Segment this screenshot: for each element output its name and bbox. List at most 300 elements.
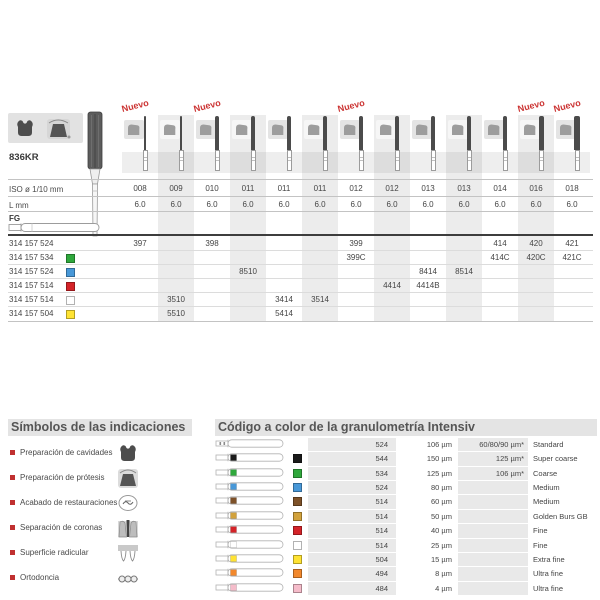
decorative-element bbox=[452, 125, 463, 136]
grit-alt-size-cell: 125 µm* bbox=[458, 452, 528, 465]
order-number-cell: 5510 bbox=[167, 309, 185, 318]
product-code: 314 157 524 bbox=[9, 267, 54, 276]
prep-shape-icon bbox=[376, 120, 396, 139]
grit-bur-icon bbox=[215, 438, 291, 451]
decorative-element bbox=[216, 484, 228, 489]
grit-code-cell: 524 bbox=[308, 481, 396, 494]
decorative-icon bbox=[556, 120, 576, 139]
order-number-cell: 420 bbox=[529, 239, 543, 248]
grit-table-row bbox=[215, 467, 597, 480]
fg-bur-icon bbox=[8, 221, 104, 234]
grit-chip-cell bbox=[291, 438, 308, 451]
product-code: 314 157 514 bbox=[9, 295, 54, 304]
iso-row-label: ISO ø 1/10 mm bbox=[9, 185, 64, 194]
symbol-list-item bbox=[8, 443, 208, 463]
grit-alt-size-cell bbox=[458, 481, 528, 494]
grit-bur-icon bbox=[215, 510, 291, 523]
iso-value: 012 bbox=[349, 184, 363, 193]
grit-table-row bbox=[215, 452, 597, 465]
grit-name-cell: Ultra fine bbox=[533, 583, 564, 593]
symbol-list-item bbox=[8, 493, 208, 513]
order-number-cell: 8510 bbox=[239, 267, 257, 276]
decorative-element bbox=[216, 556, 228, 561]
bur-head-icon bbox=[180, 116, 183, 150]
iso-value: 011 bbox=[313, 184, 327, 193]
prep-shape-icon bbox=[484, 120, 504, 139]
decorative-element bbox=[216, 542, 228, 547]
grit-table-row bbox=[215, 481, 597, 494]
prep-shape-icon bbox=[556, 120, 576, 139]
decorative-icon bbox=[117, 567, 139, 589]
iso-value: 018 bbox=[565, 184, 579, 193]
decorative-icon bbox=[268, 120, 288, 139]
grit-code-cell: 534 bbox=[308, 467, 396, 480]
bur-shank-icon bbox=[431, 150, 436, 171]
grit-name-cell: Standard bbox=[533, 440, 564, 449]
grit-color-chip bbox=[66, 282, 75, 291]
bur-head-icon bbox=[503, 116, 507, 150]
decorative-element bbox=[130, 521, 138, 537]
iso-value: 009 bbox=[169, 184, 183, 193]
product-code: 314 157 524 bbox=[9, 239, 54, 248]
iso-value: 010 bbox=[205, 184, 219, 193]
order-number-cell: 414 bbox=[493, 239, 507, 248]
grit-alt-size-cell bbox=[458, 524, 528, 537]
order-number-cell: 398 bbox=[205, 239, 219, 248]
decorative-icon bbox=[215, 582, 285, 593]
iso-value: 011 bbox=[277, 184, 291, 193]
length-value: 6.0 bbox=[206, 200, 218, 209]
prosthesis-prep-icon bbox=[46, 117, 72, 140]
grit-alt-size-cell bbox=[458, 567, 528, 580]
prep-shape-icon bbox=[232, 120, 252, 139]
nuevo-flag: Nuevo bbox=[192, 97, 222, 114]
decorative-icon bbox=[215, 481, 285, 492]
decorative-icon bbox=[117, 517, 139, 539]
grit-code-cell: 524 bbox=[308, 438, 396, 451]
decorative-element bbox=[127, 520, 130, 537]
bur-head-icon bbox=[574, 116, 580, 150]
decorative-icon bbox=[340, 120, 360, 139]
grit-size-cell: 50 µm bbox=[431, 511, 452, 521]
decorative-icon bbox=[448, 120, 468, 139]
decorative-icon bbox=[484, 120, 504, 139]
decorative-element bbox=[308, 125, 319, 136]
order-number-cell: 8514 bbox=[455, 267, 473, 276]
prep-shape-icon bbox=[196, 120, 216, 139]
column-band bbox=[158, 115, 194, 322]
order-number-cell: 8414 bbox=[419, 267, 437, 276]
grit-name-cell: Ultra fine bbox=[533, 569, 564, 579]
grit-name-cell: Medium bbox=[533, 483, 560, 493]
decorative-icon bbox=[215, 452, 285, 463]
decorative-element bbox=[216, 470, 228, 475]
decorative-icon bbox=[232, 120, 252, 139]
bur-shank-icon bbox=[539, 150, 544, 171]
length-value: 6.0 bbox=[422, 200, 434, 209]
grit-bur-icon bbox=[215, 495, 291, 508]
grit-code-cell: 494 bbox=[308, 567, 396, 580]
bur-head-icon bbox=[431, 116, 435, 150]
decorative-icon bbox=[215, 539, 285, 550]
decorative-element bbox=[416, 125, 427, 136]
decorative-element bbox=[231, 541, 237, 547]
decorative-element bbox=[125, 576, 131, 582]
grit-code-cell: 514 bbox=[308, 539, 396, 552]
grit-code-cell: 544 bbox=[308, 452, 396, 465]
decorative-icon bbox=[215, 553, 285, 564]
grit-color-chip bbox=[293, 497, 302, 506]
grit-table-row bbox=[215, 582, 597, 595]
prep-shape-icon bbox=[520, 120, 540, 139]
decorative-element bbox=[200, 125, 211, 136]
decorative-icon bbox=[412, 120, 432, 139]
grit-color-chip bbox=[66, 254, 75, 263]
decorative-element bbox=[21, 224, 99, 232]
grit-bur-icon bbox=[215, 481, 291, 494]
order-number-cell: 399 bbox=[349, 239, 363, 248]
grit-size-cell: 8 µm bbox=[435, 569, 452, 579]
decorative-icon bbox=[215, 524, 285, 535]
decorative-element bbox=[231, 469, 237, 475]
decorative-element bbox=[164, 125, 175, 136]
family-code: 836KR bbox=[9, 152, 39, 163]
decorative-element bbox=[119, 521, 127, 537]
bur-shank-icon bbox=[251, 150, 256, 171]
symbol-label: Preparación de cavidades bbox=[20, 448, 113, 457]
order-number-cell: 4414B bbox=[416, 281, 440, 290]
bur-shank-icon bbox=[395, 150, 400, 171]
grid-line bbox=[8, 179, 593, 180]
decorative-icon bbox=[117, 467, 139, 489]
decorative-element bbox=[231, 498, 237, 504]
grit-alt-size-cell bbox=[458, 539, 528, 552]
decorative-icon bbox=[215, 495, 285, 506]
length-value: 6.0 bbox=[566, 200, 578, 209]
iso-value: 013 bbox=[421, 184, 435, 193]
decorative-element bbox=[119, 576, 125, 582]
restoration-finish-icon bbox=[117, 492, 139, 519]
product-code: 314 157 534 bbox=[9, 253, 54, 262]
order-number-cell: 421 bbox=[565, 239, 579, 248]
grit-chip-cell bbox=[291, 452, 308, 465]
table-divider bbox=[8, 234, 593, 236]
bur-shank-icon bbox=[323, 150, 328, 171]
length-value: 6.0 bbox=[134, 200, 146, 209]
grit-chip-cell bbox=[291, 582, 308, 595]
iso-value: 008 bbox=[133, 184, 147, 193]
length-value: 6.0 bbox=[170, 200, 182, 209]
grit-color-chip bbox=[66, 296, 75, 305]
grit-alt-size-cell: 60/80/90 µm* bbox=[458, 438, 528, 451]
decorative-element bbox=[9, 225, 21, 231]
bur-head-icon bbox=[467, 116, 471, 150]
grit-alt-size-cell bbox=[458, 553, 528, 566]
column-band bbox=[230, 115, 266, 322]
length-value: 6.0 bbox=[242, 200, 254, 209]
bur-shank-icon bbox=[287, 150, 292, 171]
length-value: 6.0 bbox=[314, 200, 326, 209]
prep-shape-icon bbox=[160, 120, 180, 139]
grit-code-cell: 514 bbox=[308, 510, 396, 523]
decorative-element bbox=[121, 551, 135, 561]
grit-size-cell: 60 µm bbox=[431, 497, 452, 507]
grit-color-chip bbox=[293, 526, 302, 535]
bur-shank-icon bbox=[215, 150, 220, 171]
order-number-cell: 414C bbox=[490, 253, 510, 262]
grit-color-chip bbox=[293, 512, 302, 521]
length-value: 6.0 bbox=[458, 200, 470, 209]
grid-line bbox=[8, 321, 593, 322]
bur-shank-icon bbox=[179, 150, 184, 171]
decorative-element bbox=[120, 445, 136, 461]
grit-bur-icon bbox=[215, 539, 291, 552]
decorative-element bbox=[216, 585, 228, 590]
grit-color-chip bbox=[66, 268, 75, 277]
prep-shape-icon bbox=[268, 120, 288, 139]
grit-code-cell: 504 bbox=[308, 553, 396, 566]
decorative-element bbox=[560, 125, 571, 136]
decorative-element bbox=[216, 441, 228, 446]
grit-name-cell: Fine bbox=[533, 526, 548, 536]
prep-shape-icon bbox=[448, 120, 468, 139]
grit-color-chip bbox=[293, 555, 302, 564]
cavity-prep-icon bbox=[14, 117, 36, 139]
bullet-icon bbox=[10, 475, 15, 480]
symbol-list-item bbox=[8, 568, 208, 588]
column-band bbox=[446, 115, 482, 322]
grit-color-chip bbox=[293, 454, 302, 463]
iso-value: 011 bbox=[241, 184, 255, 193]
grit-size-cell: 150 µm bbox=[426, 454, 452, 464]
decorative-icon bbox=[117, 442, 139, 464]
nuevo-flag: Nuevo bbox=[516, 97, 546, 114]
bur-shank-icon bbox=[575, 150, 580, 171]
prep-shape-icon bbox=[412, 120, 432, 139]
decorative-element bbox=[231, 555, 237, 561]
bur-head-icon bbox=[251, 116, 255, 150]
grit-alt-size-cell bbox=[458, 582, 528, 595]
decorative-icon bbox=[520, 120, 540, 139]
bur-head-icon bbox=[287, 116, 291, 150]
prep-shape-icon bbox=[340, 120, 360, 139]
grit-code-cell: 484 bbox=[308, 582, 396, 595]
grit-color-chip bbox=[293, 541, 302, 550]
symbol-list-item bbox=[8, 543, 208, 563]
length-value: 6.0 bbox=[278, 200, 290, 209]
length-value: 6.0 bbox=[530, 200, 542, 209]
grit-size-cell: 15 µm bbox=[431, 554, 452, 564]
decorative-icon bbox=[196, 120, 216, 139]
grit-table-row bbox=[215, 510, 597, 523]
column-band bbox=[518, 115, 554, 322]
order-number-cell: 5414 bbox=[275, 309, 293, 318]
nuevo-flag: Nuevo bbox=[120, 97, 150, 114]
decorative-element bbox=[224, 442, 226, 445]
length-value: 6.0 bbox=[350, 200, 362, 209]
decorative-icon bbox=[376, 120, 396, 139]
grit-bur-icon bbox=[215, 467, 291, 480]
bullet-icon bbox=[10, 525, 15, 530]
nuevo-flag: Nuevo bbox=[552, 97, 582, 114]
order-number-cell: 397 bbox=[133, 239, 147, 248]
decorative-element bbox=[231, 484, 237, 490]
grit-color-chip bbox=[293, 469, 302, 478]
decorative-element bbox=[488, 125, 499, 136]
bur-shank-icon bbox=[143, 150, 148, 171]
grit-size-cell: 25 µm bbox=[431, 540, 452, 550]
decorative-icon bbox=[117, 542, 139, 564]
decorative-element bbox=[118, 545, 138, 551]
grit-size-cell: 80 µm bbox=[431, 483, 452, 493]
decorative-icon bbox=[215, 467, 285, 478]
bur-shank-icon bbox=[359, 150, 364, 171]
order-number-cell: 3414 bbox=[275, 295, 293, 304]
decorative-element bbox=[128, 125, 139, 136]
symbol-label: Separación de coronas bbox=[20, 523, 103, 532]
decorative-icon bbox=[215, 567, 285, 578]
symbols-panel-title: Símbolos de las indicaciones bbox=[8, 419, 192, 436]
bur-head-icon bbox=[323, 116, 327, 150]
symbol-label: Superficie radicular bbox=[20, 548, 89, 557]
bullet-icon bbox=[10, 550, 15, 555]
grid-line bbox=[8, 278, 593, 279]
nuevo-flag: Nuevo bbox=[336, 97, 366, 114]
grit-bur-icon bbox=[215, 553, 291, 566]
grit-color-chip bbox=[293, 483, 302, 492]
symbol-label: Preparación de prótesis bbox=[20, 473, 105, 482]
decorative-element bbox=[68, 136, 71, 139]
length-row-label: L mm bbox=[9, 201, 29, 210]
cavity-prep-icon bbox=[117, 442, 139, 469]
iso-value: 014 bbox=[493, 184, 507, 193]
bullet-icon bbox=[10, 500, 15, 505]
orthodontics-icon bbox=[117, 567, 139, 594]
grit-color-chip bbox=[66, 310, 75, 319]
decorative-element bbox=[216, 527, 228, 532]
order-number-cell: 3514 bbox=[311, 295, 329, 304]
grit-table-row bbox=[215, 539, 597, 552]
order-number-cell: 421C bbox=[562, 253, 582, 262]
length-value: 6.0 bbox=[494, 200, 506, 209]
grit-table-row bbox=[215, 495, 597, 508]
bur-head-icon bbox=[215, 116, 218, 150]
decorative-element bbox=[231, 455, 237, 461]
bur-head-icon bbox=[539, 116, 544, 150]
grit-size-cell: 125 µm bbox=[426, 468, 452, 478]
grit-color-chip bbox=[293, 569, 302, 578]
grit-name-cell: Coarse bbox=[533, 468, 558, 478]
bur-head-icon bbox=[359, 116, 363, 150]
header-band bbox=[122, 152, 590, 173]
iso-value: 016 bbox=[529, 184, 543, 193]
grit-name-cell: Fine bbox=[533, 540, 548, 550]
grit-name-cell: Super coarse bbox=[533, 454, 578, 464]
decorative-element bbox=[216, 570, 228, 575]
column-band bbox=[302, 115, 338, 322]
grit-chip-cell bbox=[291, 481, 308, 494]
prep-shape-icon bbox=[124, 120, 144, 139]
bullet-icon bbox=[10, 575, 15, 580]
decorative-icon bbox=[124, 120, 144, 139]
grit-alt-size-cell: 106 µm* bbox=[458, 467, 528, 480]
decorative-element bbox=[236, 125, 247, 136]
grit-name-cell: Golden Burs GB bbox=[533, 511, 588, 521]
bur-shank-icon bbox=[467, 150, 472, 171]
bur-head-icon bbox=[144, 116, 147, 150]
grit-name-cell: Extra fine bbox=[533, 554, 565, 564]
decorative-element bbox=[231, 512, 237, 518]
grit-alt-size-cell bbox=[458, 510, 528, 523]
grit-bur-icon bbox=[215, 582, 291, 595]
grit-size-cell: 4 µm bbox=[435, 583, 452, 593]
decorative-element bbox=[272, 125, 283, 136]
root-surface-icon bbox=[117, 542, 139, 569]
grit-bur-icon bbox=[215, 524, 291, 537]
grit-table-row bbox=[215, 553, 597, 566]
decorative-element bbox=[344, 125, 355, 136]
order-number-cell: 420C bbox=[526, 253, 546, 262]
grit-table-row bbox=[215, 438, 597, 451]
grit-size-cell: 106 µm bbox=[426, 440, 452, 449]
prosthesis-prep-icon bbox=[117, 467, 139, 494]
crown-separation-icon bbox=[117, 517, 139, 544]
symbol-label: Acabado de restauraciones bbox=[20, 498, 118, 507]
grit-bur-icon bbox=[215, 567, 291, 580]
grit-chip-cell bbox=[291, 510, 308, 523]
family-icons-box bbox=[8, 113, 83, 143]
decorative-element bbox=[220, 442, 222, 445]
decorative-icon bbox=[160, 120, 180, 139]
grit-chip-cell bbox=[291, 524, 308, 537]
order-number-cell: 399C bbox=[346, 253, 366, 262]
grit-table-row bbox=[215, 567, 597, 580]
shank-type-label: FG bbox=[9, 214, 21, 223]
product-code: 314 157 504 bbox=[9, 309, 54, 318]
grit-chip-cell bbox=[291, 467, 308, 480]
decorative-element bbox=[216, 455, 228, 460]
length-value: 6.0 bbox=[386, 200, 398, 209]
grit-size-cell: 40 µm bbox=[431, 526, 452, 536]
decorative-element bbox=[231, 570, 237, 576]
order-number-cell: 4414 bbox=[383, 281, 401, 290]
grit-chip-cell bbox=[291, 539, 308, 552]
bur-shank-icon bbox=[503, 150, 508, 171]
prep-shape-icon bbox=[304, 120, 324, 139]
iso-value: 012 bbox=[385, 184, 399, 193]
decorative-element bbox=[228, 440, 283, 447]
decorative-icon bbox=[215, 438, 285, 449]
symbol-label: Ortodoncia bbox=[20, 573, 60, 582]
decorative-icon bbox=[215, 510, 285, 521]
grit-panel-title: Código a color de la granulometría Intensiv bbox=[215, 419, 597, 436]
decorative-element bbox=[216, 498, 228, 503]
grit-bur-icon bbox=[215, 452, 291, 465]
symbol-list-item bbox=[8, 518, 208, 538]
bullet-icon bbox=[10, 450, 15, 455]
decorative-element bbox=[131, 576, 137, 582]
decorative-icon bbox=[304, 120, 324, 139]
decorative-element bbox=[231, 527, 237, 533]
grit-chip-cell bbox=[291, 567, 308, 580]
decorative-element bbox=[216, 513, 228, 518]
grit-chip-cell bbox=[291, 553, 308, 566]
grit-code-cell: 514 bbox=[308, 524, 396, 537]
decorative-element bbox=[231, 584, 237, 590]
iso-value: 013 bbox=[457, 184, 471, 193]
grit-alt-size-cell bbox=[458, 495, 528, 508]
grit-table-row bbox=[215, 524, 597, 537]
